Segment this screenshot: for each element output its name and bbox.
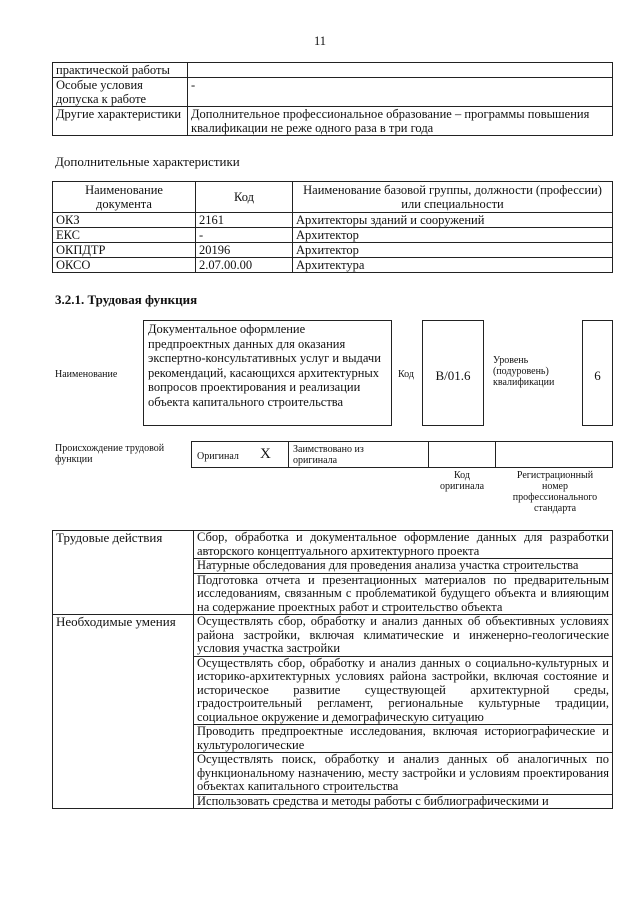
code-box bbox=[422, 320, 484, 426]
row-value: - bbox=[188, 78, 613, 107]
cell: Архитектор bbox=[293, 228, 613, 243]
borrowed-label: Заимствовано из оригинала bbox=[293, 444, 364, 466]
table-row bbox=[53, 78, 613, 107]
row-value: Дополнительное профессиональное образование – программы повышения квалификации не реже одного раза в три года bbox=[188, 107, 613, 136]
list-item: Проводить предпроектные исследования, включая историографические и культурологические bbox=[194, 725, 613, 753]
origin-label: Происхождение трудовой функции bbox=[55, 443, 165, 465]
function-heading: 3.2.1. Трудовая функция bbox=[55, 292, 198, 307]
cell: ОКПДТР bbox=[53, 243, 196, 258]
header-cell: Наименование документа bbox=[53, 182, 196, 213]
row-label: Другие характеристики bbox=[53, 107, 188, 136]
list-item: Осуществлять сбор, обработку и анализ данных о социально-культурных и историко-архитектурных условиях района застройки, включая состояние и историческое развитие существующей архитектурной среды, градостроительный регламент, региональные культурные традиции, социальное окружение и демографическую ситуацию bbox=[194, 656, 613, 725]
cell: - bbox=[196, 228, 293, 243]
row-label: Особые условия допуска к работе bbox=[53, 78, 188, 107]
reg-caption: Регистрационный номер профессионального стандарта bbox=[512, 470, 598, 514]
name-label: Наименование bbox=[55, 369, 118, 380]
table-row bbox=[53, 213, 613, 228]
list-item: Осуществлять поиск, обработку и анализ данных об аналогичных по функциональному назначению, месту застройки и условиям проектирования объектах капитального строительства bbox=[194, 753, 613, 795]
cell: 20196 bbox=[196, 243, 293, 258]
qualification-table bbox=[52, 62, 613, 136]
cell: 2161 bbox=[196, 213, 293, 228]
function-name: Документальное оформление предпроектных данных для оказания экспертно-консультативных услуг и выдачи рекомендаций, касающихся архитектурных вопросов проектирования и реализации объекта капитального строительства bbox=[148, 322, 381, 409]
code-caption: Код оригинала bbox=[439, 470, 485, 492]
table-row bbox=[53, 107, 613, 136]
code-label: Код bbox=[398, 369, 414, 380]
row-label: Трудовые действия bbox=[53, 531, 194, 615]
cell: ОКЗ bbox=[53, 213, 196, 228]
level-label: Уровень (подуровень) квалификации bbox=[493, 355, 555, 388]
row-label: практической работы bbox=[53, 63, 188, 78]
row-value bbox=[188, 63, 613, 78]
level-value: 6 bbox=[594, 368, 601, 383]
table-row bbox=[53, 228, 613, 243]
table-header bbox=[53, 182, 613, 213]
original-label: Оригинал bbox=[197, 451, 239, 462]
original-mark: X bbox=[260, 446, 271, 462]
cell: Архитектор bbox=[293, 243, 613, 258]
list-item: Использовать средства и методы работы с библиографическими и bbox=[194, 794, 613, 809]
list-item: Сбор, обработка и документальное оформление данных для разработки авторского концептуального архитектурного проекта bbox=[194, 531, 613, 559]
list-item: Осуществлять сбор, обработку и анализ данных об объективных условиях района застройки, включая климатические и инженерно-геологические условия участка застройки bbox=[194, 615, 613, 657]
function-name-box bbox=[143, 320, 392, 426]
table-row bbox=[53, 615, 613, 657]
cell: ОКСО bbox=[53, 258, 196, 273]
cell: Архитекторы зданий и сооружений bbox=[293, 213, 613, 228]
divider bbox=[288, 442, 289, 467]
cell: 2.07.00.00 bbox=[196, 258, 293, 273]
list-item: Натурные обследования для проведения анализа участка строительства bbox=[194, 559, 613, 574]
table-row bbox=[53, 531, 613, 559]
duties-table bbox=[52, 530, 613, 809]
cell: ЕКС bbox=[53, 228, 196, 243]
characteristics-table bbox=[52, 181, 613, 273]
level-box bbox=[582, 320, 613, 426]
table-row bbox=[53, 243, 613, 258]
divider bbox=[428, 442, 429, 467]
list-item: Подготовка отчета и презентационных материалов по предварительным исследованиям, связанным с проблематикой будущего объекта и влияющим на содержание проектных работ и строительство объекта bbox=[194, 573, 613, 615]
code-value: B/01.6 bbox=[435, 368, 471, 383]
header-cell: Наименование базовой группы, должности (профессии) или специальности bbox=[293, 182, 613, 213]
table-row bbox=[53, 63, 613, 78]
table-row bbox=[53, 258, 613, 273]
section-title: Дополнительные характеристики bbox=[55, 154, 240, 169]
page-number: 11 bbox=[313, 34, 327, 48]
origin-table bbox=[191, 441, 613, 468]
cell: Архитектура bbox=[293, 258, 613, 273]
header-cell: Код bbox=[196, 182, 293, 213]
divider bbox=[495, 442, 496, 467]
row-label: Необходимые умения bbox=[53, 615, 194, 809]
